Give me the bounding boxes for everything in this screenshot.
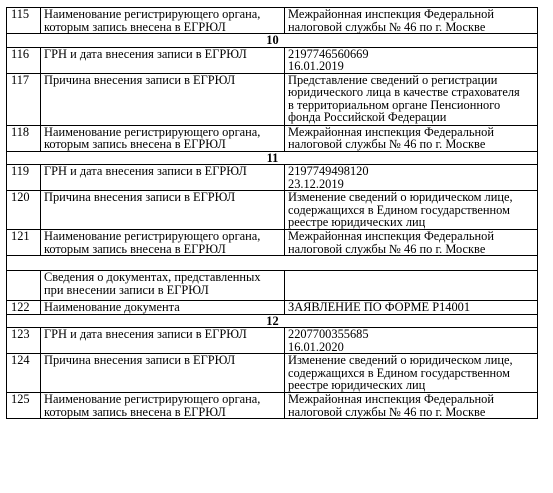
table-row [7, 8, 538, 34]
table-row [7, 230, 538, 256]
blank-cell [7, 256, 538, 271]
table-row [7, 328, 538, 354]
table-body [7, 8, 538, 419]
row-label: Наименование регистрирующего органа, которым запись внесена в ЕГРЮЛ [41, 8, 285, 34]
table-row [7, 165, 538, 191]
row-number: 121 [7, 230, 41, 256]
section-number: 10 [7, 34, 538, 48]
row-number: 119 [7, 165, 41, 191]
row-value: Изменение сведений о юридическом лице, содержащихся в Едином государственном реестре юридических лиц [285, 354, 538, 393]
row-label: Наименование регистрирующего органа, которым запись внесена в ЕГРЮЛ [41, 125, 285, 151]
row-value: Межрайонная инспекция Федеральной налоговой службы № 46 по г. Москве [285, 230, 538, 256]
row-value: Межрайонная инспекция Федеральной налоговой службы № 46 по г. Москве [285, 125, 538, 151]
row-value: Межрайонная инспекция Федеральной налоговой службы № 46 по г. Москве [285, 8, 538, 34]
table-row [7, 73, 538, 125]
row-value: Межрайонная инспекция Федеральной налоговой службы № 46 по г. Москве [285, 393, 538, 419]
row-value: ЗАЯВЛЕНИЕ ПО ФОРМЕ Р14001 [285, 301, 538, 315]
empty-number-cell [7, 271, 41, 301]
row-label: Наименование регистрирующего органа, которым запись внесена в ЕГРЮЛ [41, 393, 285, 419]
row-number: 124 [7, 354, 41, 393]
empty-value-cell [285, 271, 538, 301]
row-label: Причина внесения записи в ЕГРЮЛ [41, 191, 285, 230]
section-number: 11 [7, 151, 538, 165]
table-row [7, 393, 538, 419]
row-number: 122 [7, 301, 41, 315]
row-value: 2197749498120 23.12.2019 [285, 165, 538, 191]
row-value: Представление сведений о регистрации юридического лица в качестве страхователя в территориальном органе Пенсионного фонда Российской Федерации [285, 73, 538, 125]
section-number: 12 [7, 314, 538, 328]
table-row [7, 125, 538, 151]
row-number: 116 [7, 47, 41, 73]
blank-separator-row [7, 256, 538, 271]
row-label: ГРН и дата внесения записи в ЕГРЮЛ [41, 165, 285, 191]
row-value: 2207700355685 16.01.2020 [285, 328, 538, 354]
row-number: 115 [7, 8, 41, 34]
row-label: Наименование документа [41, 301, 285, 315]
section-header-row [7, 314, 538, 328]
row-label: ГРН и дата внесения записи в ЕГРЮЛ [41, 47, 285, 73]
row-number: 118 [7, 125, 41, 151]
egrul-extract-table [6, 7, 538, 419]
documents-header-row [7, 271, 538, 301]
table-row [7, 301, 538, 315]
row-label: Причина внесения записи в ЕГРЮЛ [41, 73, 285, 125]
row-label: Причина внесения записи в ЕГРЮЛ [41, 354, 285, 393]
documents-header-label: Сведения о документах, представленных при внесении записи в ЕГРЮЛ [41, 271, 285, 301]
row-value: Изменение сведений о юридическом лице, содержащихся в Едином государственном реестре юридических лиц [285, 191, 538, 230]
row-value: 2197746560669 16.01.2019 [285, 47, 538, 73]
row-number: 120 [7, 191, 41, 230]
row-number: 125 [7, 393, 41, 419]
table-row [7, 354, 538, 393]
table-row [7, 191, 538, 230]
section-header-row [7, 34, 538, 48]
row-number: 117 [7, 73, 41, 125]
section-header-row [7, 151, 538, 165]
row-label: ГРН и дата внесения записи в ЕГРЮЛ [41, 328, 285, 354]
table-row [7, 47, 538, 73]
row-label: Наименование регистрирующего органа, которым запись внесена в ЕГРЮЛ [41, 230, 285, 256]
row-number: 123 [7, 328, 41, 354]
